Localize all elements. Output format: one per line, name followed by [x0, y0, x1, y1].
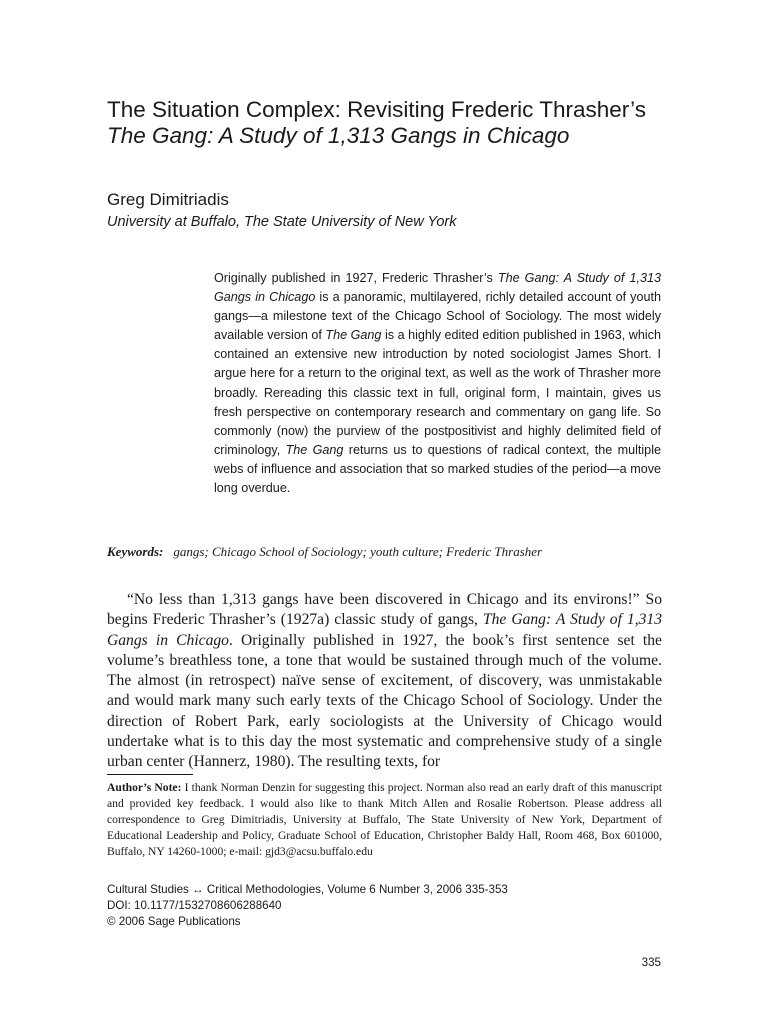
- abstract-text: Originally published in 1927, Frederic Thrasher’s: [214, 271, 498, 285]
- abstract-book-title: The Gang: [325, 328, 382, 343]
- keywords-list: gangs; Chicago School of Sociology; youth culture; Frederic Thrasher: [173, 544, 543, 559]
- body-book-title: The Gang: A Study of 1,313 Gangs in Chicago: [107, 611, 662, 649]
- title-book-name: The Gang: A Study of 1,313 Gangs in Chicago: [107, 123, 570, 148]
- abstract-book-title: The Gang: A Study of 1,313 Gangs in Chicago: [214, 271, 662, 305]
- abstract-text: is a panoramic, multilayered, richly detailed account of youth gangs—a milestone text of the Chicago School of Sociology. The most widely available version of: [214, 290, 661, 343]
- author-note: [107, 780, 662, 860]
- abstract-book-title: The Gang: [285, 442, 344, 457]
- footnote-divider: [107, 774, 193, 775]
- author-affiliation: University at Buffalo, The State University of New York: [107, 214, 457, 230]
- page-number: 335: [641, 956, 661, 969]
- title-main: The Situation Complex: Revisiting Frederic Thrasher’s: [107, 97, 646, 122]
- abstract: [214, 269, 661, 498]
- keywords-label: Keywords:: [107, 544, 164, 559]
- body-text: “No less than 1,313 gangs have been discovered in Chicago and its environs!” So begins Frederic Thrasher’s (1927a) classic study of gangs,: [107, 591, 662, 629]
- journal-info: [107, 882, 508, 930]
- author-name: Greg Dimitriadis: [107, 190, 229, 209]
- journal-doi: DOI: 10.1177/1532708606288640: [107, 899, 282, 912]
- abstract-text: returns us to questions of radical context, the multiple webs of influence and association that so marked studies of the period—a move long overdue.: [214, 442, 661, 496]
- article-title: [107, 97, 667, 149]
- author-note-text: I thank Norman Denzin for suggesting this project. Norman also read an early draft of this manuscript and provided key feedback. I would also like to thank Mitch Allen and Rosalie Robertson. Please address all correspondence to Greg Dimitriadis, University at Buffalo, The State University of New York, Department of Educational Leadership and Policy, Graduate School of Education, Christopher Baldy Hall, Room 468, Box 601000, Buffalo, NY 14260-1000; e-mail: gjd3@acsu.buffalo.edu: [107, 781, 662, 859]
- keywords: [107, 543, 667, 561]
- author-note-label: Author’s Note:: [107, 781, 182, 794]
- abstract-text: is a highly edited edition published in 1963, which contained an extensive new introduction by noted sociologist James Short. I argue here for a return to the original text, as well as the work of Thrasher more broadly. Rereading this classic text in full, original form, I maintain, gives us fresh perspective on contemporary research and commentary on gang life. So commonly (now) the purview of the postpositivist and highly delimited field of criminology,: [214, 328, 662, 457]
- body-paragraph: [107, 590, 662, 773]
- journal-citation: Cultural Studies ↔ Critical Methodologies, Volume 6 Number 3, 2006 335-353: [107, 883, 508, 896]
- body-text: . Originally published in 1927, the book’s first sentence set the volume’s breathless tone, a tone that would be sustained through much of the volume. The almost (in retrospect) naïve sense of excitement, of discovery, was unmistakable and would mark many such early texts of the Chicago School of Sociology. Under the direction of Robert Park, early sociologists at the University of Chicago would undertake what is to this day the most systematic and comprehensive study of a single urban center (Hannerz, 1980). The resulting texts, for: [107, 631, 662, 771]
- journal-copyright: © 2006 Sage Publications: [107, 915, 241, 928]
